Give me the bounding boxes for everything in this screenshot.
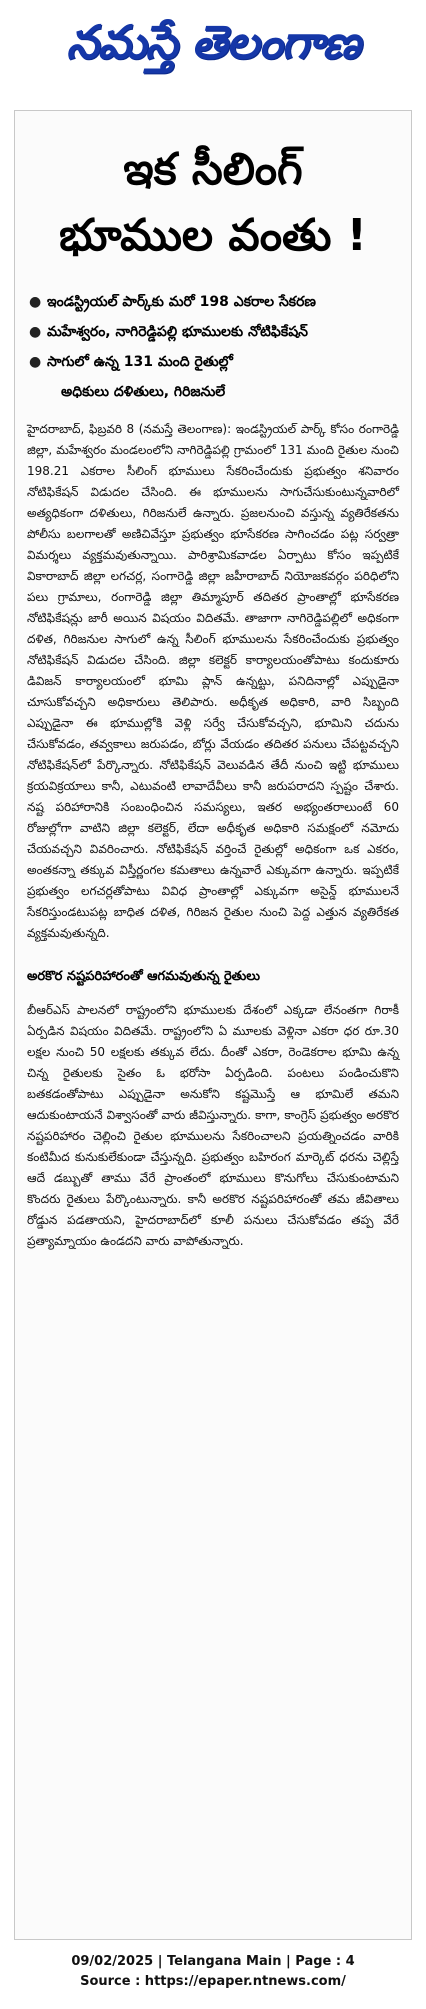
bullet-icon: ● xyxy=(29,354,42,370)
headline xyxy=(15,137,411,269)
headline-line-1: ఇక సీలింగ్ xyxy=(123,144,303,195)
highlight-item xyxy=(29,317,401,347)
newspaper-logo-title: నమస్తే తెలంగాణ xyxy=(66,15,360,69)
source-footer xyxy=(0,1952,426,1992)
body-paragraph: బీఆర్ఎస్ పాలనలో రాష్ట్రంలోని భూములకు దేశంలో ఎక్కడా లేనంతగా గిరాకీ ఏర్పడిన విషయం విదితమే. రాష్ట్రంలోని ఏ మూలకు వెళ్లినా ఎకరా ధర రూ.30 లక్షల నుంచి 50 లక్షలకు తక్కువ లేదు. దీంతో ఎకరా, రెండెకరాల భూమి ఉన్న చిన్న రైతులకు సైతం ఓ భరోసా ఏర్పడింది. పంటలు పండించుకొని బతకడంతోపాటు ఎప్పుడైనా అనుకోని కష్టమొస్తే ఆ భూమిలే తమని ఆదుకుంటాయనే విశ్వాసంతో వారు జీవిస్తున్నారు. కాగా, కాంగ్రెస్ ప్రభుత్వం అరకొర నష్టపరిహారం చెల్లించి రైతుల భూములను సేకరించాలని ప్రయత్నించడం వారికి కంటిమీద కునుకులేకుండా చేస్తున్నది. ప్రభుత్వం బహిరంగ మార్కెట్ ధరను చెల్లిస్తే ఆదే డబ్బుతో తాము వేరే ప్రాంతంలో భూములు కొనుగోలు చేసుకుంటామని కొందరు రైతులు పేర్కొంటున్నారు. కానీ అరకొర నష్టపరిహారంతో తమ జీవితాలు రోడ్డున పడతాయని, హైదరాబాద్‌లో కూలీ పనులు చేసుకోవడం తప్ప వేరే ప్రత్యామ్నాయం ఉండదని వారు వాపోతున్నారు. xyxy=(27,1003,399,1248)
highlight-text: సాగులో ఉన్న 131 మంది రైతుల్లో xyxy=(47,354,233,370)
masthead xyxy=(0,0,426,96)
bullet-icon: ● xyxy=(29,324,42,340)
source-url: Source : https://epaper.ntnews.com/ xyxy=(80,1974,346,1989)
highlight-item xyxy=(29,347,401,377)
highlights-list xyxy=(15,287,411,407)
bullet-icon: ● xyxy=(29,294,42,310)
highlight-text: మహేశ్వరం, నాగిరెడ్డిపల్లి భూములకు నోటిఫికేషన్ xyxy=(47,324,309,340)
body-paragraph: హైదరాబాద్, ఫిబ్రవరి 8 (నమస్తే తెలంగాణ): ఇండస్ట్రియల్ పార్క్ కోసం రంగారెడ్డి జిల్లా, మహేశ్వరం మండలంలోని నాగిరెడ్డిపల్లి గ్రామంలో 131 మంది రైతుల నుంచి 198.21 ఎకరాల సీలింగ్ భూములు సేకరించేందుకు ప్రభుత్వం శనివారం నోటిఫికేషన్ విడుదల చేసింది. ఈ భూములను సాగుచేసుకుంటున్నవారిలో అత్యధికంగా దళితులు, గిరిజనులే ఉన్నారు. ప్రజలనుంచి వస్తున్న వ్యతిరేకతను పోలీసు బలగాలతో అణిచివేస్తూ ప్రభుత్వం భూసేకరణ సాగించడం పట్ల సర్వత్రా విమర్శలు వ్యక్తమవుతున్నాయి. పారిశ్రామికవాడల ఏర్పాటు కోసం ఇప్పటికే వికారాబాద్ జిల్లా లగచర్ల, సంగారెడ్డి జిల్లా జహీరాబాద్ నియోజకవర్గం పరిధిలోని పలు గ్రామాలు, రంగారెడ్డి జిల్లా తిమ్మాపూర్ తదితర ప్రాంతాల్లో భూసేకరణ నోటిఫికేషన్లు జారీ అయిన విషయం విదితమే. తాజాగా నాగిరెడ్డిపల్లిలో అధికంగా దళిత, గిరిజనుల సాగులో ఉన్న సీలింగ్ భూములను సేకరించేందుకు ప్రభుత్వం నోటిఫికేషన్ విడుదల చేసింది. జిల్లా కలెక్టర్ కార్యాలయంతోపాటు కందుకూరు డివిజన్ కార్యాలయంలో భూమి ప్లాన్ ఉన్నట్టు, పనిదినాల్లో ఎప్పుడైనా చూసుకోవచ్చని అధికారులు తెలిపారు. అధీకృత అధికారి, వారి సిబ్బంది ఎప్పుడైనా ఈ భూముల్లోకి వెళ్లి సర్వే చేసుకోవచ్చని, భూమిని చదును చేసుకోవడం, తవ్వకాలు జరుపడం, బోర్లు వేయడం తదితర పనులు చేపట్టవచ్చని నోటిఫికేషన్‌లో పేర్కొన్నారు. నోటిఫికేషన్ వెలువడిన తేదీ నుంచి ఇట్టి భూములు క్రయవిక్రయాలు కానీ, ఎటువంటి లావాదేవీలు కానీ జరుపరాదని స్పష్టం చేశారు. నష్ట పరిహారానికి సంబంధించిన సమస్యలు, ఇతర అభ్యంతరాలుంటే 60 రోజుల్లోగా వాటిని జిల్లా కలెక్టర్, లేదా అధీకృత అధికారి సమక్షంలో నమోదు చేయవచ్చని వివరించారు. నోటిఫికేషన్ వర్తించే రైతుల్లో అధికంగా ఒక ఎకరం, అంతకన్నా తక్కువ విస్తీర్ణంగల కమతాలు ఉన్నవారే ఎక్కువగా ఉన్నారు. ఇప్పటికే ప్రభుత్వం లగచర్లతోపాటు వివిధ ప్రాంతాల్లో ఎక్కువగా అసైన్డ్ భూములనే సేకరిస్తుండటుపట్ల బాధిత దళిత, గిరిజన రైతుల నుంచి పెద్ద ఎత్తున వ్యతిరేకత వ్యక్తమవుతున్నది. xyxy=(27,422,399,940)
headline-line-2: భూముల వంతు ! xyxy=(59,210,367,261)
highlight-item xyxy=(29,287,401,317)
highlight-text: ఇండస్ట్రియల్ పార్క్‌కు మరో 198 ఎకరాల సేకరణ xyxy=(47,294,316,310)
news-clipping xyxy=(14,110,412,1940)
subheading: అరకొర నష్టపరిహారంతో ఆగమవుతున్న రైతులు xyxy=(27,969,261,984)
highlight-continuation: అధికులు దళితులు, గిరిజనులే xyxy=(61,384,226,400)
edition-info: 09/02/2025 | Telangana Main | Page : 4 xyxy=(71,1954,355,1969)
